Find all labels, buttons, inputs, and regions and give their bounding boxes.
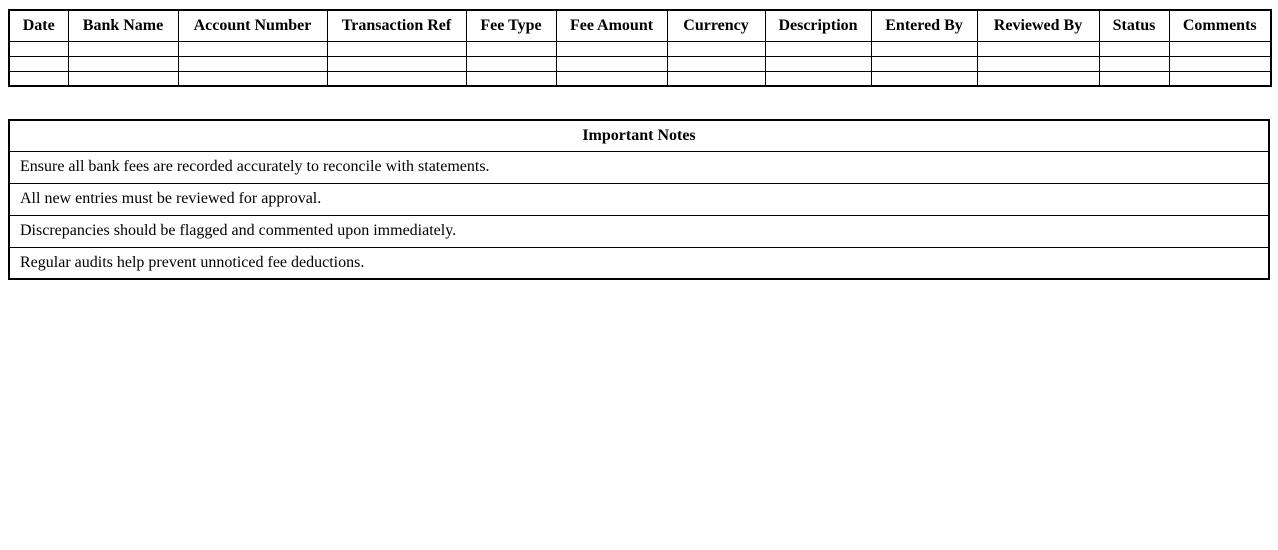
note-text: Ensure all bank fees are recorded accurately to reconcile with statements. [9, 151, 1269, 183]
bank-fees-table [8, 9, 1272, 87]
empty-cell [178, 41, 327, 56]
empty-row [9, 56, 1271, 71]
notes-header-row [9, 120, 1269, 151]
note-row [9, 183, 1269, 215]
empty-cell [765, 56, 871, 71]
empty-row [9, 71, 1271, 86]
empty-cell [765, 41, 871, 56]
note-row [9, 247, 1269, 279]
empty-cell [327, 56, 466, 71]
column-header-bank-name: Bank Name [68, 10, 178, 41]
column-header-description: Description [765, 10, 871, 41]
empty-cell [667, 41, 765, 56]
note-text: All new entries must be reviewed for approval. [9, 183, 1269, 215]
note-row [9, 215, 1269, 247]
column-header-account-number: Account Number [178, 10, 327, 41]
empty-cell [556, 41, 667, 56]
empty-cell [466, 41, 556, 56]
empty-cell [977, 41, 1099, 56]
empty-cell [1099, 56, 1169, 71]
empty-cell [68, 56, 178, 71]
notes-title: Important Notes [9, 120, 1269, 151]
empty-cell [1099, 41, 1169, 56]
empty-cell [977, 71, 1099, 86]
empty-cell [1169, 41, 1271, 56]
empty-cell [178, 56, 327, 71]
column-header-date: Date [9, 10, 68, 41]
column-header-status: Status [1099, 10, 1169, 41]
note-text: Regular audits help prevent unnoticed fee deductions. [9, 247, 1269, 279]
empty-cell [9, 71, 68, 86]
column-header-comments: Comments [1169, 10, 1271, 41]
column-header-reviewed-by: Reviewed By [977, 10, 1099, 41]
empty-cell [9, 41, 68, 56]
column-header-fee-amount: Fee Amount [556, 10, 667, 41]
empty-cell [871, 41, 977, 56]
note-text: Discrepancies should be flagged and commented upon immediately. [9, 215, 1269, 247]
empty-cell [1099, 71, 1169, 86]
column-header-transaction-ref: Transaction Ref [327, 10, 466, 41]
empty-cell [871, 71, 977, 86]
empty-cell [556, 71, 667, 86]
empty-cell [667, 71, 765, 86]
empty-cell [178, 71, 327, 86]
column-header-fee-type: Fee Type [466, 10, 556, 41]
empty-cell [977, 56, 1099, 71]
empty-cell [327, 71, 466, 86]
empty-cell [667, 56, 765, 71]
empty-cell [327, 41, 466, 56]
empty-cell [871, 56, 977, 71]
empty-cell [1169, 71, 1271, 86]
empty-cell [556, 56, 667, 71]
fees-header-row [9, 10, 1271, 41]
column-header-entered-by: Entered By [871, 10, 977, 41]
empty-cell [9, 56, 68, 71]
column-header-currency: Currency [667, 10, 765, 41]
empty-row [9, 41, 1271, 56]
empty-cell [765, 71, 871, 86]
note-row [9, 151, 1269, 183]
empty-cell [466, 56, 556, 71]
important-notes-table [8, 119, 1270, 280]
empty-cell [68, 71, 178, 86]
empty-cell [466, 71, 556, 86]
empty-cell [68, 41, 178, 56]
empty-cell [1169, 56, 1271, 71]
